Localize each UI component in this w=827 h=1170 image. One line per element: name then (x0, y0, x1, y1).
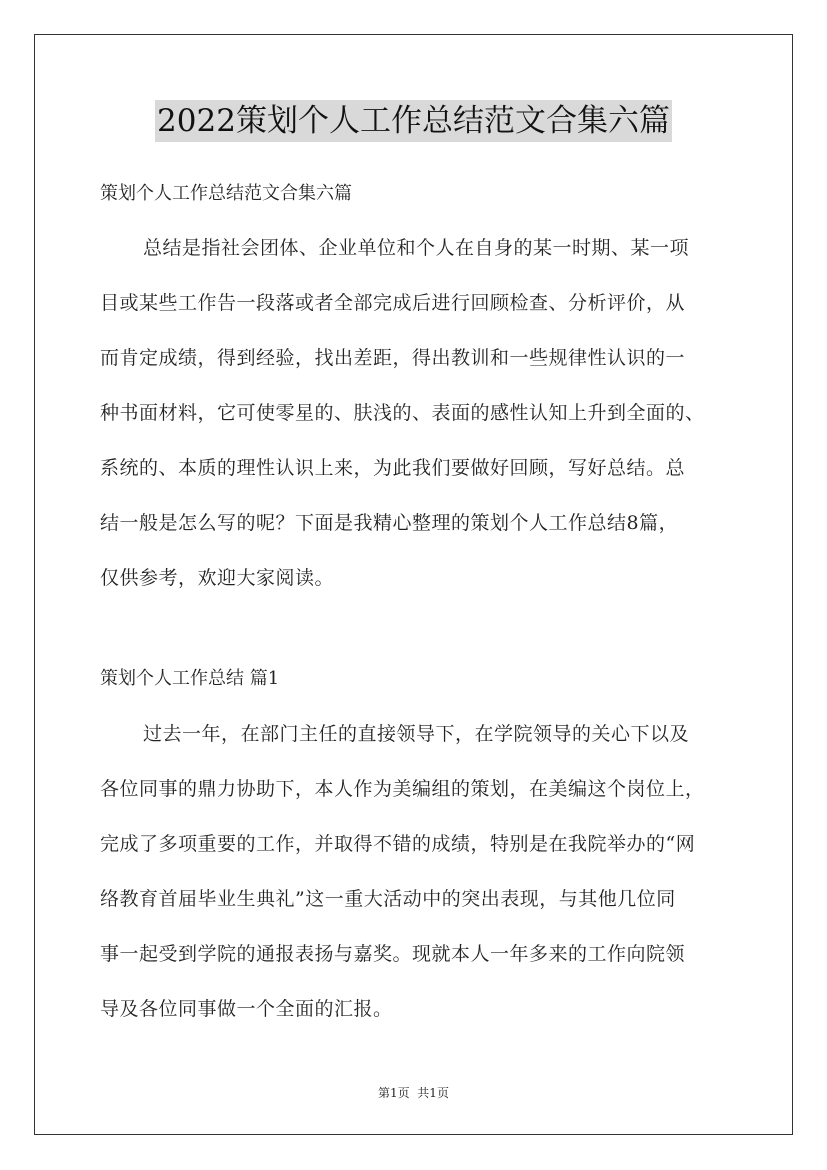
section1-paragraph (100, 722, 740, 1052)
paragraph-line: 而肯定成绩，得到经验，找出差距，得出教训和一些规律性认识的一 (100, 347, 686, 369)
paragraph-line: 导及各位同事做一个全面的汇报。 (100, 998, 393, 1020)
intro-paragraph (100, 236, 740, 621)
paragraph-line: 完成了多项重要的工作，并取得不错的成绩，特别是在我院举办的“网 (100, 833, 696, 855)
paragraph-line: 事一起受到学院的通报表扬与嘉奖。现就本人一年多来的工作向院领 (100, 943, 686, 965)
title-container (0, 100, 827, 142)
paragraph-line: 结一般是怎么写的呢？下面是我精心整理的策划个人工作总结8篇， (100, 512, 679, 534)
paragraph-line: 系统的、本质的理性认识上来，为此我们要做好回顾，写好总结。总 (100, 457, 686, 479)
paragraph-line: 目或某些工作告一段落或者全部完成后进行回顾检查、分析评价，从 (100, 292, 686, 314)
section-heading: 策划个人工作总结 篇1 (100, 668, 280, 689)
paragraph-line: 络教育首届毕业生典礼”这一重大活动中的突出表现，与其他几位同 (100, 888, 676, 910)
paragraph-line: 过去一年，在部门主任的直接领导下，在学院领导的关心下以及 (143, 723, 690, 745)
document-subtitle: 策划个人工作总结范文合集六篇 (100, 183, 352, 204)
paragraph-line: 各位同事的鼎力协助下，本人作为美编组的策划，在美编这个岗位上， (100, 778, 705, 800)
paragraph-line: 总结是指社会团体、企业单位和个人在自身的某一时期、某一项 (143, 237, 690, 259)
paragraph-line: 仅供参考，欢迎大家阅读。 (100, 567, 335, 589)
paragraph-line: 种书面材料，它可使零星的、肤浅的、表面的感性认知上升到全面的、 (100, 402, 705, 424)
page-footer: 第1页 共1页 (378, 1086, 449, 1100)
document-title: 2022策划个人工作总结范文合集六篇 (155, 100, 672, 142)
